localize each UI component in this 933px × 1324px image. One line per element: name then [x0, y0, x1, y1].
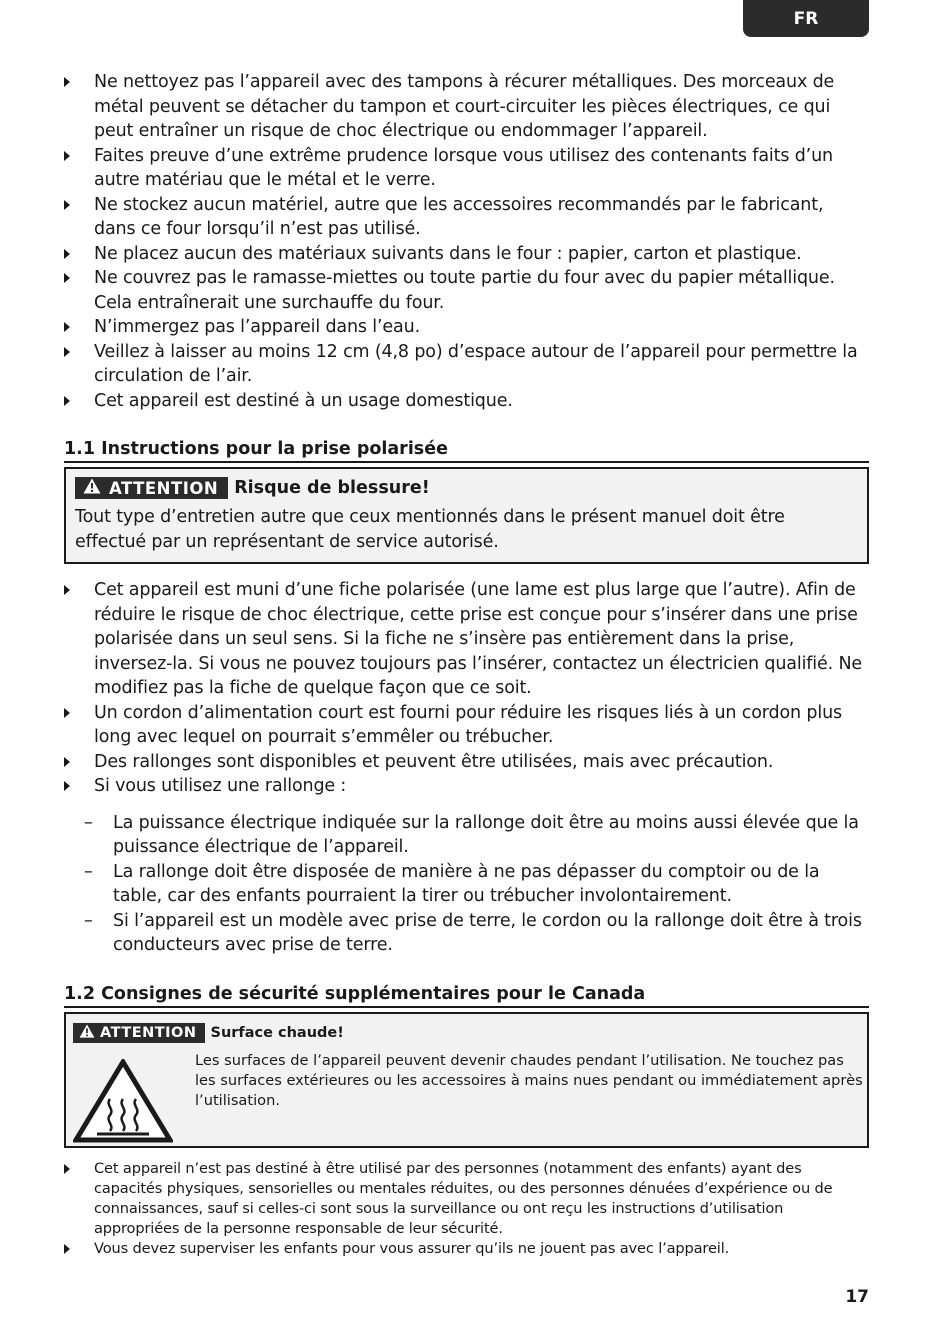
list-item: Ne nettoyez pas l’appareil avec des tampons à récurer métalliques. Des morceaux de métal peuvent se détacher du tampon et court-circuiter les pièces électriques, ce qui peut entraîner un risque de choc électrique ou endommager l’appareil. [64, 70, 869, 144]
list-item: Vous devez superviser les enfants pour vous assurer qu’ils ne jouent pas avec l’appareil. [64, 1239, 869, 1259]
attention-badge: ATTENTION [73, 1023, 205, 1043]
sub-list-extension-cord [64, 811, 869, 958]
list-item: Des rallonges sont disponibles et peuvent être utilisées, mais avec précaution. [64, 750, 869, 775]
list-item: Veillez à laisser au moins 12 cm (4,8 po) d’espace autour de l’appareil pour permettre la circulation de l’air. [64, 340, 869, 389]
triangle-bullet-icon [64, 77, 70, 87]
list-item: Si vous utilisez une rallonge : [64, 774, 869, 799]
list-item: Un cordon d’alimentation court est fourni pour réduire les risques liés à un cordon plus long avec lequel on pourrait s’emmêler ou trébucher. [64, 701, 869, 750]
triangle-bullet-icon [64, 708, 70, 718]
triangle-bullet-icon [64, 585, 70, 595]
page-content [64, 70, 869, 1259]
triangle-bullet-icon [64, 322, 70, 332]
bullet-list-section-1-1 [64, 578, 869, 799]
hot-surface-icon [73, 1059, 173, 1147]
dash-marker: – [84, 861, 93, 882]
section-heading-1-1: 1.1 Instructions pour la prise polarisée [64, 439, 869, 463]
triangle-bullet-icon [64, 1164, 70, 1174]
warning-box-hot-surface [64, 1012, 869, 1148]
dash-marker: – [84, 812, 93, 833]
list-item: Ne placez aucun des matériaux suivants dans le four : papier, carton et plastique. [64, 242, 869, 267]
language-tab: FR [743, 0, 869, 37]
warning-box-injury [64, 467, 869, 564]
list-item: N’immergez pas l’appareil dans l’eau. [64, 315, 869, 340]
triangle-bullet-icon [64, 249, 70, 259]
warning-text: Tout type d’entretien autre que ceux mentionnés dans le présent manuel doit être effectué par un représentant de service autorisé. [75, 507, 785, 552]
page-number: 17 [845, 1287, 869, 1307]
bullet-list-section-1-2 [64, 1159, 869, 1259]
list-item: Ne couvrez pas le ramasse-miettes ou toute partie du four avec du papier métallique. Cela entraînerait une surchauffe du four. [64, 266, 869, 315]
warning-text: Les surfaces de l’appareil peuvent devenir chaudes pendant l’utilisation. Ne touchez pas les surfaces extérieures ou les accessoires à mains nues pendant ou immédiatement après l’utilisation. [195, 1051, 863, 1109]
bullet-list-top [64, 70, 869, 413]
list-item: Ne stockez aucun matériel, autre que les accessoires recommandés par le fabricant, dans ce four lorsqu’il n’est pas utilisé. [64, 193, 869, 242]
triangle-bullet-icon [64, 151, 70, 161]
list-item: Cet appareil est muni d’une fiche polarisée (une lame est plus large que l’autre). Afin de réduire le risque de choc électrique, cette prise est conçue pour s’insérer dans une prise polarisée dans un seul sens. Si la fiche ne s’insère pas entièrement dans la prise, inversez-la. Si vous ne pouvez toujours pas l’insérer, contactez un électricien qualifié. Ne modifiez pas la fiche de quelque façon que ce soit. [64, 578, 869, 701]
list-item: Faites preuve d’une extrême prudence lorsque vous utilisez des contenants faits d’un autre matériau que le métal et le verre. [64, 144, 869, 193]
triangle-bullet-icon [64, 757, 70, 767]
warning-header [73, 1023, 344, 1043]
list-item: Cet appareil n’est pas destiné à être utilisé par des personnes (notamment des enfants) ayant des capacités physiques, sensorielles ou mentales réduites, ou des personnes dénuées d’expérience ou de connaissances, sauf si celles-ci sont sous la surveillance ou ont reçu les instructions d’utilisation appropriées de la personne responsable de leur sécurité. [64, 1159, 869, 1239]
triangle-bullet-icon [64, 200, 70, 210]
triangle-bullet-icon [64, 396, 70, 406]
triangle-bullet-icon [64, 273, 70, 283]
list-item: – La puissance électrique indiquée sur la rallonge doit être au moins aussi élevée que la puissance électrique de l’appareil. [84, 812, 859, 857]
warning-title: Surface chaude! [210, 1024, 344, 1041]
warning-triangle-icon [83, 478, 101, 498]
list-item: – La rallonge doit être disposée de manière à ne pas dépasser du comptoir ou de la table, car des enfants pourraient la tirer ou trébucher involontairement. [84, 861, 820, 906]
dash-marker: – [84, 910, 93, 931]
warning-triangle-icon [79, 1024, 95, 1042]
list-item: – Si l’appareil est un modèle avec prise de terre, le cordon ou la rallonge doit être à trois conducteurs avec prise de terre. [84, 910, 862, 955]
triangle-bullet-icon [64, 1244, 70, 1254]
warning-title: Risque de blessure! [234, 478, 430, 498]
section-heading-1-2: 1.2 Consignes de sécurité supplémentaires pour le Canada [64, 984, 869, 1008]
list-item: Cet appareil est destiné à un usage domestique. [64, 389, 869, 414]
attention-badge: ATTENTION [75, 477, 228, 499]
triangle-bullet-icon [64, 347, 70, 357]
warning-header [75, 477, 858, 499]
triangle-bullet-icon [64, 781, 70, 791]
